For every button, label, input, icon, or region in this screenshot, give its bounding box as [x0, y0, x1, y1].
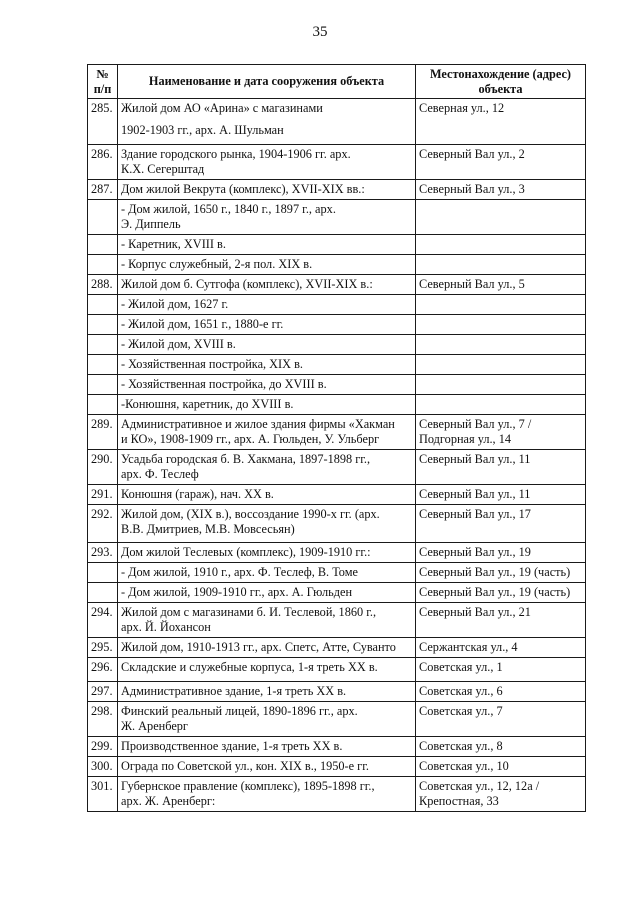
object-address-line: Советская ул., 8	[419, 739, 503, 753]
object-name	[118, 235, 416, 255]
object-name-line: - Жилой дом, 1627 г.	[121, 297, 229, 311]
object-name	[118, 505, 416, 543]
object-name-line: - Дом жилой, 1650 г., 1840 г., 1897 г., арх.	[121, 202, 336, 216]
table-row	[88, 275, 586, 295]
table-row	[88, 415, 586, 450]
object-address	[416, 702, 586, 737]
object-address-line: Северный Вал ул., 11	[419, 487, 531, 501]
table-row	[88, 375, 586, 395]
table-row	[88, 145, 586, 180]
object-name	[118, 450, 416, 485]
object-address	[416, 295, 586, 315]
object-address	[416, 355, 586, 375]
object-address	[416, 563, 586, 583]
object-address	[416, 658, 586, 682]
object-address-line: Северный Вал ул., 19	[419, 545, 531, 559]
object-name	[118, 603, 416, 638]
object-name-line: арх. Ж. Аренберг:	[121, 794, 216, 808]
object-address-line: Северная ул., 12	[419, 101, 505, 115]
object-name-line: - Каретник, XVIII в.	[121, 237, 226, 251]
object-name	[118, 315, 416, 335]
object-name	[118, 415, 416, 450]
row-number: 294.	[88, 603, 118, 638]
object-name-line: К.Х. Сегерштад	[121, 162, 205, 176]
object-address-line: Советская ул., 10	[419, 759, 509, 773]
table-row	[88, 335, 586, 355]
object-name	[118, 275, 416, 295]
object-name-line: арх. Й. Йохансон	[121, 620, 211, 634]
object-name-line: Финский реальный лицей, 1890-1896 гг., арх.	[121, 704, 358, 718]
object-name-line: Конюшня (гараж), нач. XX в.	[121, 487, 274, 501]
object-address	[416, 145, 586, 180]
row-number: 291.	[88, 485, 118, 505]
object-name	[118, 757, 416, 777]
object-name-line: - Дом жилой, 1909-1910 гг., арх. А. Гюльден	[121, 585, 353, 599]
table-row	[88, 777, 586, 812]
object-name-line: и КО», 1908-1909 гг., арх. А. Гюльден, У. Ульберг	[121, 432, 380, 446]
row-number: 289.	[88, 415, 118, 450]
table-row	[88, 485, 586, 505]
row-number: 295.	[88, 638, 118, 658]
object-name	[118, 702, 416, 737]
object-name-line: Дом жилой Векрута (комплекс), XVII-XIX вв.:	[121, 182, 365, 196]
object-address-line: Северный Вал ул., 21	[419, 605, 531, 619]
row-number: 290.	[88, 450, 118, 485]
table-row	[88, 563, 586, 583]
object-address-line: Северный Вал ул., 19 (часть)	[419, 565, 571, 579]
object-name	[118, 737, 416, 757]
object-name-line: арх. Ф. Теслеф	[121, 467, 199, 481]
object-name-line: Жилой дом, (XIX в.), воссоздание 1990-х гг. (арх.	[121, 507, 380, 521]
object-address	[416, 505, 586, 543]
object-name	[118, 395, 416, 415]
row-number	[88, 583, 118, 603]
object-name-line: Здание городского рынка, 1904-1906 гг. арх.	[121, 147, 351, 161]
object-name-line: Ж. Аренберг	[121, 719, 188, 733]
object-address	[416, 275, 586, 295]
object-name	[118, 485, 416, 505]
object-address	[416, 777, 586, 812]
row-number	[88, 375, 118, 395]
object-name	[118, 658, 416, 682]
object-address	[416, 200, 586, 235]
object-name-line: -Конюшня, каретник, до XVIII в.	[121, 397, 294, 411]
row-number	[88, 315, 118, 335]
row-number	[88, 395, 118, 415]
object-name-line: - Жилой дом, 1651 г., 1880-е гг.	[121, 317, 284, 331]
object-name	[118, 295, 416, 315]
object-name	[118, 682, 416, 702]
object-name	[118, 638, 416, 658]
row-number: 288.	[88, 275, 118, 295]
table-row	[88, 295, 586, 315]
header-name: Наименование и дата сооружения объекта	[118, 65, 416, 99]
row-number: 285.	[88, 99, 118, 145]
table-row	[88, 180, 586, 200]
object-name-line: Складские и служебные корпуса, 1-я треть XX в.	[121, 660, 378, 674]
row-number: 292.	[88, 505, 118, 543]
object-address-line: Подгорная ул., 14	[419, 432, 511, 446]
table-row	[88, 583, 586, 603]
object-address-line: Северный Вал ул., 19 (часть)	[419, 585, 571, 599]
object-address	[416, 543, 586, 563]
table-row	[88, 603, 586, 638]
row-number: 299.	[88, 737, 118, 757]
object-address	[416, 235, 586, 255]
object-name-line: Жилой дом АО «Арина» с магазинами	[121, 101, 323, 115]
row-number: 297.	[88, 682, 118, 702]
object-name	[118, 375, 416, 395]
object-name	[118, 200, 416, 235]
table-row	[88, 450, 586, 485]
object-address-line: Советская ул., 12, 12а /	[419, 779, 540, 793]
object-address-line: Северный Вал ул., 17	[419, 507, 531, 521]
object-address-line: Советская ул., 6	[419, 684, 503, 698]
table-row	[88, 315, 586, 335]
object-address	[416, 335, 586, 355]
table-row	[88, 200, 586, 235]
object-name-line: Производственное здание, 1-я треть XX в.	[121, 739, 343, 753]
object-address	[416, 757, 586, 777]
object-name-line: Э. Диппель	[121, 217, 181, 231]
object-address	[416, 450, 586, 485]
object-name-line: 1902-1903 гг., арх. А. Шульман	[121, 123, 284, 137]
page-number: 35	[312, 24, 328, 40]
object-name	[118, 583, 416, 603]
object-name-line: - Хозяйственная постройка, до XVIII в.	[121, 377, 327, 391]
table-row	[88, 235, 586, 255]
header-num	[88, 65, 118, 99]
object-name-line: Административное здание, 1-я треть XX в.	[121, 684, 347, 698]
row-number	[88, 235, 118, 255]
row-number: 300.	[88, 757, 118, 777]
object-name	[118, 543, 416, 563]
header-address: Местонахождение (адрес) объекта	[416, 65, 586, 99]
table-row	[88, 355, 586, 375]
table-row	[88, 543, 586, 563]
object-address-line: Крепостная, 33	[419, 794, 499, 808]
object-name-line: - Дом жилой, 1910 г., арх. Ф. Теслеф, В. Томе	[121, 565, 358, 579]
table-row	[88, 395, 586, 415]
header-num-line: №	[96, 66, 109, 81]
object-address	[416, 180, 586, 200]
row-number	[88, 563, 118, 583]
table-row	[88, 682, 586, 702]
row-number	[88, 355, 118, 375]
table-row	[88, 658, 586, 682]
object-address	[416, 485, 586, 505]
row-number	[88, 295, 118, 315]
table-row	[88, 757, 586, 777]
object-name	[118, 145, 416, 180]
object-name-line: Дом жилой Теслевых (комплекс), 1909-1910 гг.:	[121, 545, 371, 559]
object-address	[416, 638, 586, 658]
row-number	[88, 200, 118, 235]
table-row	[88, 255, 586, 275]
object-name-line: Ограда по Советской ул., кон. XIX в., 1950-е гг.	[121, 759, 369, 773]
object-address	[416, 415, 586, 450]
table-row	[88, 99, 586, 145]
row-number: 293.	[88, 543, 118, 563]
object-name	[118, 255, 416, 275]
object-address	[416, 583, 586, 603]
object-address-line: Северный Вал ул., 3	[419, 182, 525, 196]
object-name-line: Административное и жилое здания фирмы «Хакман	[121, 417, 395, 431]
table-row	[88, 505, 586, 543]
object-address	[416, 375, 586, 395]
object-address-line: Северный Вал ул., 2	[419, 147, 525, 161]
object-address-line: Сержантская ул., 4	[419, 640, 518, 654]
object-address	[416, 255, 586, 275]
table-row	[88, 638, 586, 658]
object-address	[416, 682, 586, 702]
object-address-line: Северный Вал ул., 7 /	[419, 417, 532, 431]
row-number	[88, 335, 118, 355]
object-address	[416, 737, 586, 757]
row-number: 298.	[88, 702, 118, 737]
object-address	[416, 99, 586, 145]
object-name-line: В.В. Дмитриев, М.В. Мовсесьян)	[121, 522, 295, 536]
row-number: 296.	[88, 658, 118, 682]
object-name-line: Жилой дом с магазинами б. И. Теслевой, 1860 г.,	[121, 605, 377, 619]
header-num-line: п/п	[93, 81, 112, 96]
heritage-table	[87, 64, 586, 812]
object-address	[416, 395, 586, 415]
table-row	[88, 737, 586, 757]
object-address	[416, 315, 586, 335]
object-name-line: Усадьба городская б. В. Хакмана, 1897-1898 гг.,	[121, 452, 371, 466]
object-name-line: Губернское правление (комплекс), 1895-1898 гг.,	[121, 779, 375, 793]
table-header-row	[88, 65, 586, 99]
object-address-line: Северный Вал ул., 5	[419, 277, 525, 291]
row-number: 287.	[88, 180, 118, 200]
object-address-line: Северный Вал ул., 11	[419, 452, 531, 466]
object-name	[118, 563, 416, 583]
object-address-line: Советская ул., 7	[419, 704, 503, 718]
object-name	[118, 99, 416, 145]
row-number	[88, 255, 118, 275]
object-address-line: Советская ул., 1	[419, 660, 503, 674]
object-name	[118, 355, 416, 375]
object-name-line: - Жилой дом, XVIII в.	[121, 337, 236, 351]
object-name-line: - Хозяйственная постройка, XIX в.	[121, 357, 303, 371]
object-name	[118, 335, 416, 355]
object-name-line: - Корпус служебный, 2-я пол. XIX в.	[121, 257, 313, 271]
row-number: 286.	[88, 145, 118, 180]
table-row	[88, 702, 586, 737]
row-number: 301.	[88, 777, 118, 812]
object-name-line: Жилой дом б. Сутгофа (комплекс), XVII-XIX в.:	[121, 277, 373, 291]
object-name	[118, 777, 416, 812]
table-body	[88, 99, 586, 812]
object-name-line: Жилой дом, 1910-1913 гг., арх. Спетс, Атте, Суванто	[121, 640, 396, 654]
object-name	[118, 180, 416, 200]
object-address	[416, 603, 586, 638]
